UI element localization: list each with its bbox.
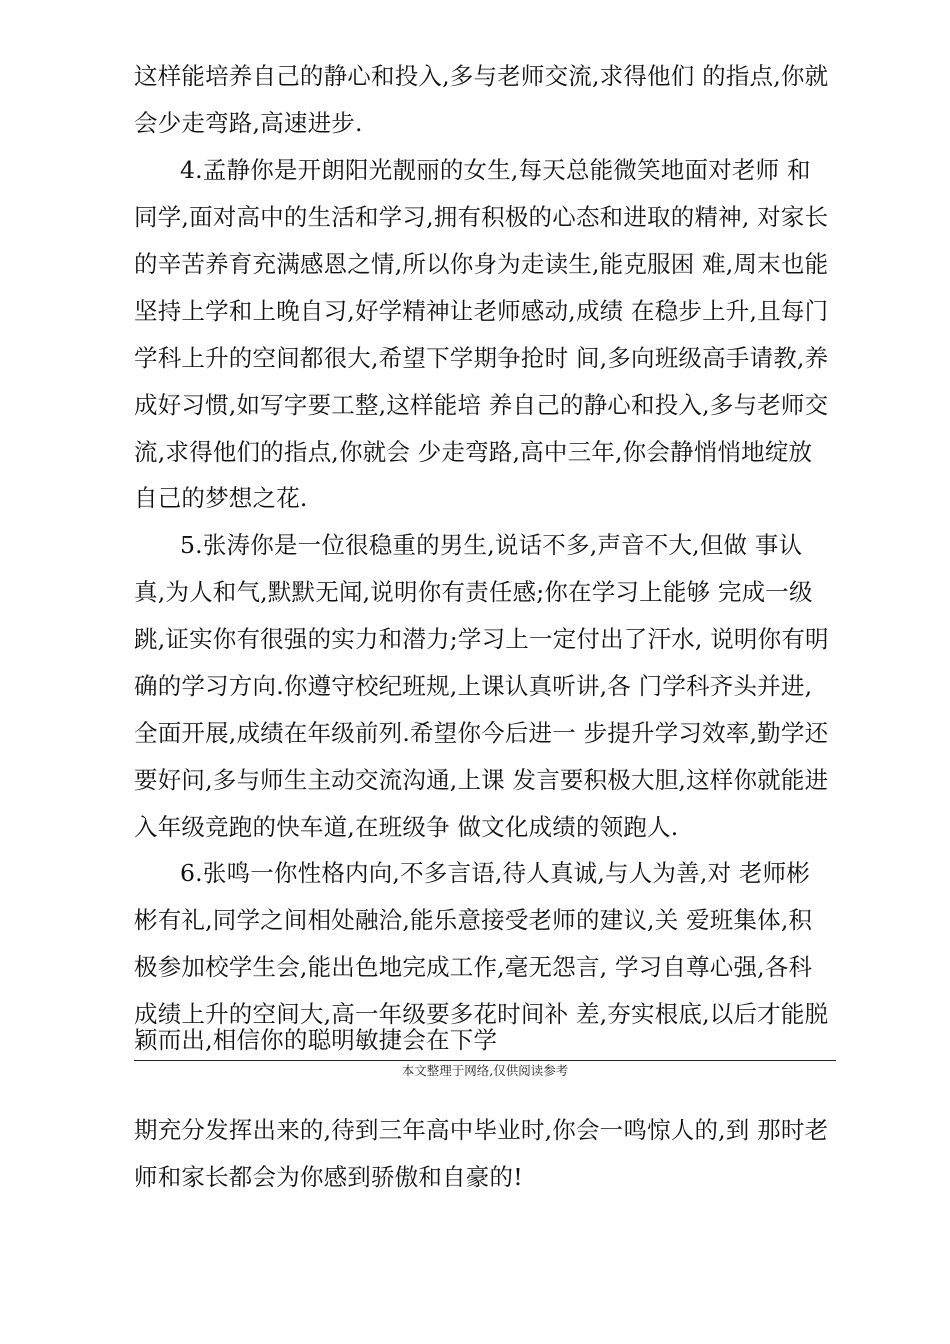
text-line: 真,为人和气,默默无闻,说明你有责任感;你在学习上能够 完成一级	[134, 578, 813, 606]
footer-divider	[134, 1060, 836, 1061]
text-line: 极参加校学生会,能出色地完成工作,毫无怨言, 学习自尊心强,各科	[134, 953, 813, 981]
text-line: 自己的梦想之花.	[134, 484, 308, 512]
text-line: 成绩上升的空间大,高一年级要多花时间补 差,夯实根底,以后才能脱	[134, 1000, 829, 1028]
paragraph-5-first-line: 5.张涛你是一位很稳重的男生,说话不多,声音不大,但做 事认	[180, 531, 803, 559]
paragraph-6-first-line: 6.张鸣一你性格内向,不多言语,待人真诚,与人为善,对 老师彬	[180, 859, 810, 887]
text-line: 流,求得他们的指点,你就会 少走弯路,高中三年,你会静悄悄地绽放	[134, 438, 813, 466]
paragraph-4-first-line: 4.孟静你是开朗阳光靓丽的女生,每天总能微笑地面对老师 和	[180, 156, 811, 184]
text-line: 这样能培养自己的静心和投入,多与老师交流,求得他们 的指点,你就	[134, 62, 829, 90]
text-line: 同学,面对高中的生活和学习,拥有积极的心态和进取的精神, 对家长	[134, 203, 829, 231]
text-line: 确的学习方向.你遵守校纪班规,上课认真听讲,各 门学科齐头并进,	[134, 672, 813, 700]
text-line: 颖而出,相信你的聪明敏捷会在下学	[134, 1026, 498, 1054]
text-line: 的辛苦养育充满感恩之情,所以你身为走读生,能克服困 难,周末也能	[134, 250, 829, 278]
text-line: 期充分发挥出来的,待到三年高中毕业时,你会一鸣惊人的,到 那时老	[134, 1116, 829, 1144]
text-line: 全面开展,成绩在年级前列.希望你今后进一 步提升学习效率,勤学还	[134, 719, 829, 747]
text-line: 师和家长都会为你感到骄傲和自豪的!	[134, 1163, 523, 1191]
text-line: 会少走弯路,高速进步.	[134, 109, 363, 137]
text-line: 要好问,多与师生主动交流沟通,上课 发言要积极大胆,这样你就能进	[134, 766, 829, 794]
text-line: 学科上升的空间都很大,希望下学期争抢时 间,多向班级高手请教,养	[134, 344, 829, 372]
text-line: 成好习惯,如写字要工整,这样能培 养自己的静心和投入,多与老师交	[134, 391, 829, 419]
text-line: 彬有礼,同学之间相处融洽,能乐意接受老师的建议,关 爱班集体,积	[134, 906, 813, 934]
text-line: 入年级竞跑的快车道,在班级争 做文化成绩的领跑人.	[134, 813, 679, 841]
text-line: 跳,证实你有很强的实力和潜力;学习上一定付出了汗水, 说明你有明	[134, 625, 829, 653]
text-line: 坚持上学和上晚自习,好学精神让老师感动,成绩 在稳步上升,且每门	[134, 297, 829, 325]
footer-note: 本文整理于网络,仅供阅读参考	[401, 1063, 569, 1078]
